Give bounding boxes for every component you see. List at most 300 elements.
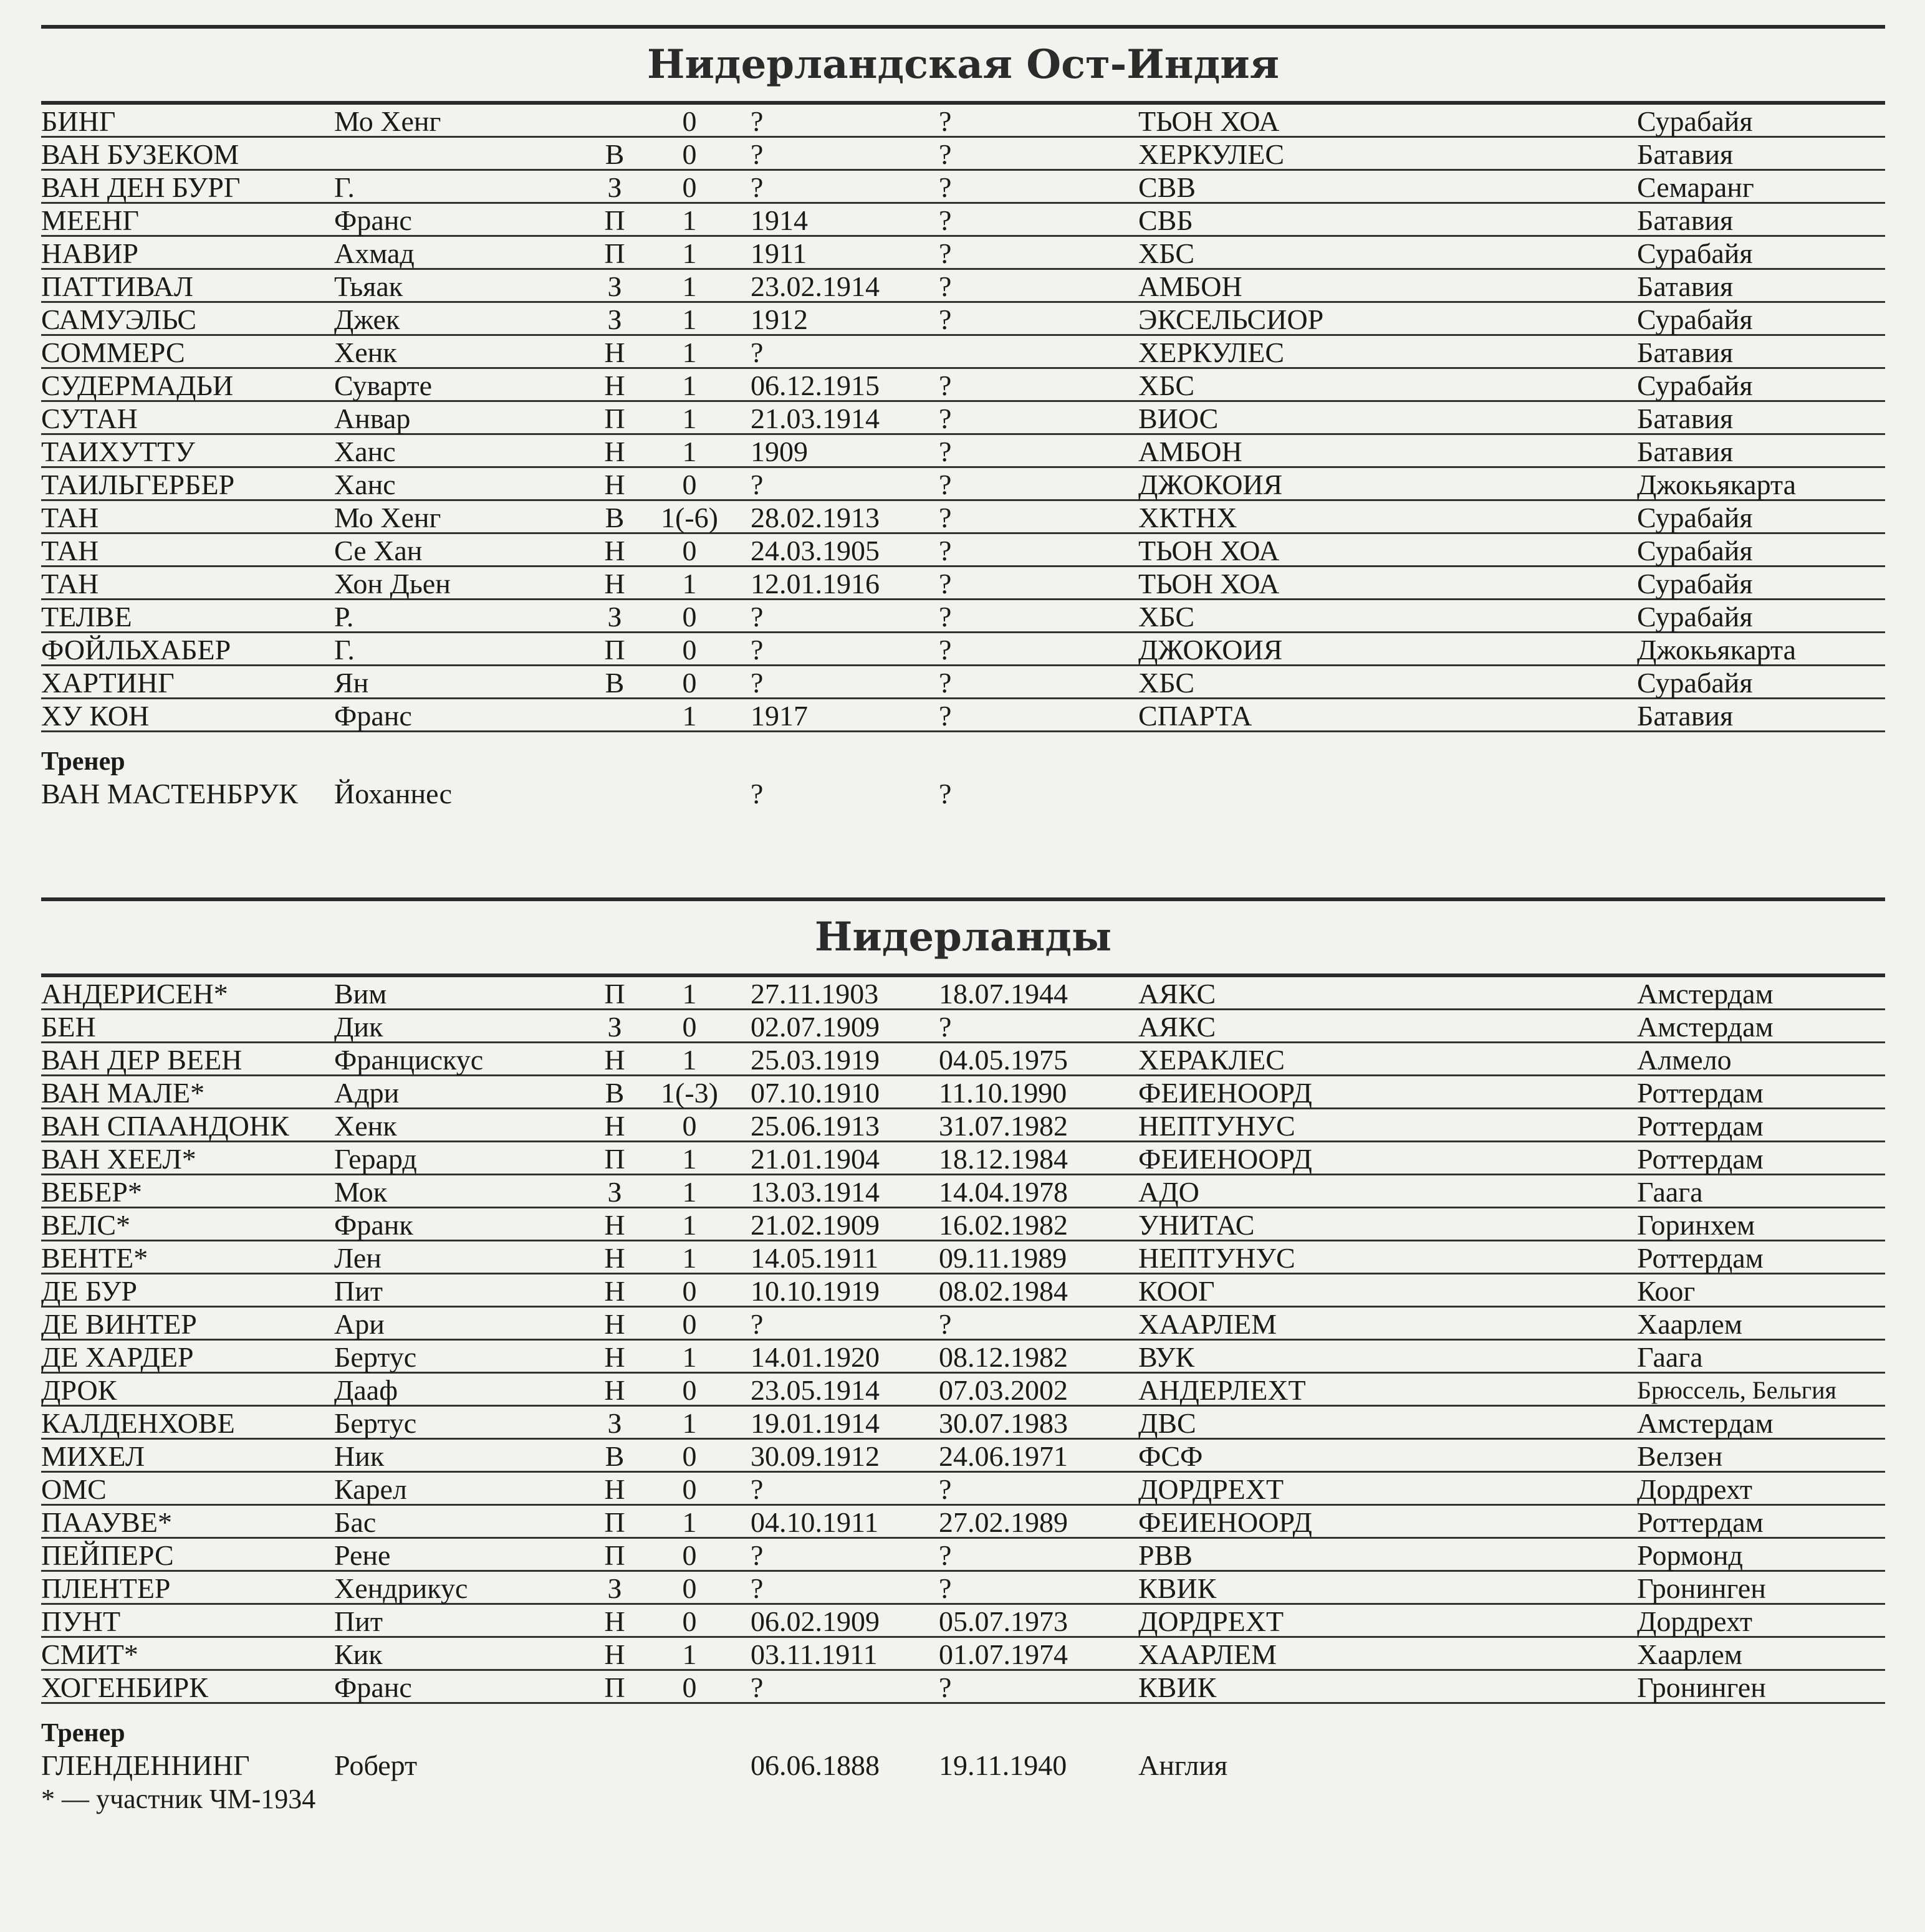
- player-city: Батавия: [1637, 436, 1734, 467]
- player-club: ВИОС: [1138, 403, 1219, 434]
- player-born: ?: [751, 667, 764, 699]
- player-club: ТЬОН ХОА: [1138, 535, 1280, 567]
- player-born: ?: [751, 1572, 764, 1604]
- table-row: [41, 600, 1885, 633]
- table-row: [41, 1175, 1885, 1208]
- player-caps: 1: [682, 1209, 697, 1241]
- player-caps: 0: [682, 1473, 697, 1505]
- player-city: Семаранг: [1637, 171, 1754, 203]
- player-surname: ХАРТИНГ: [41, 667, 175, 699]
- player-died: 09.11.1989: [939, 1242, 1067, 1274]
- player-caps: 1: [682, 370, 697, 401]
- player-position: П: [604, 204, 625, 236]
- player-born: 23.02.1914: [751, 270, 880, 302]
- player-died: 18.12.1984: [939, 1143, 1068, 1175]
- player-position: Н: [604, 535, 625, 567]
- coach-row: [41, 777, 1885, 811]
- table-row: [41, 1605, 1885, 1638]
- player-city: Амстердам: [1637, 1407, 1774, 1439]
- table-row: [41, 567, 1885, 600]
- player-name: Франс: [334, 700, 412, 732]
- player-caps: 1: [682, 700, 697, 732]
- player-born: 27.11.1903: [751, 978, 879, 1010]
- player-club: КВИК: [1138, 1671, 1217, 1703]
- player-died: 30.07.1983: [939, 1407, 1068, 1439]
- player-city: Рормонд: [1637, 1539, 1743, 1571]
- player-died: ?: [939, 1539, 952, 1571]
- player-name: Ари: [334, 1308, 385, 1340]
- player-surname: МИХЕЛ: [41, 1440, 145, 1472]
- player-name: Бас: [334, 1506, 377, 1538]
- player-position: П: [604, 1539, 625, 1571]
- player-surname: ДЕ БУР: [41, 1275, 137, 1307]
- player-died: ?: [939, 304, 952, 335]
- player-died: ?: [939, 502, 952, 533]
- player-club: АМБОН: [1138, 436, 1242, 467]
- player-caps: 1: [682, 237, 697, 269]
- player-name: Хон Дьен: [334, 568, 451, 600]
- player-caps: 1: [682, 436, 697, 467]
- player-caps: 0: [682, 1440, 697, 1472]
- player-club: ДОРДРЕХТ: [1138, 1473, 1284, 1505]
- player-city: Батавия: [1637, 337, 1734, 368]
- player-born: 06.12.1915: [751, 370, 880, 401]
- player-died: ?: [939, 1572, 952, 1604]
- player-born: ?: [751, 634, 764, 666]
- footnote: * — участник ЧМ-1934: [41, 1784, 316, 1814]
- player-position: Н: [604, 370, 625, 401]
- player-city: Батавия: [1637, 204, 1734, 236]
- player-surname: БИНГ: [41, 105, 116, 137]
- player-city: Велзен: [1637, 1440, 1723, 1472]
- player-caps: 0: [682, 105, 697, 137]
- player-surname: ВАН ХЕЕЛ*: [41, 1143, 196, 1175]
- player-born: 14.01.1920: [751, 1341, 880, 1373]
- player-club: ДЖОКОИЯ: [1138, 469, 1283, 500]
- player-surname: ТАИХУТТУ: [41, 436, 195, 467]
- player-born: 1909: [751, 436, 808, 467]
- table-row: [41, 468, 1885, 501]
- player-name: Г.: [334, 171, 355, 203]
- player-position: З: [607, 171, 622, 203]
- player-position: З: [607, 1407, 622, 1439]
- player-club: ВУК: [1138, 1341, 1195, 1373]
- player-born: ?: [751, 105, 764, 137]
- player-died: 27.02.1989: [939, 1506, 1068, 1538]
- player-name: Дааф: [334, 1374, 398, 1406]
- player-surname: СМИТ*: [41, 1638, 138, 1670]
- player-club: ХЕРКУЛЕС: [1138, 138, 1285, 170]
- player-caps: 0: [682, 138, 697, 170]
- player-born: 06.02.1909: [751, 1605, 880, 1637]
- table-row: [41, 303, 1885, 336]
- player-club: ТЬОН ХОА: [1138, 568, 1280, 600]
- player-caps: 0: [682, 1539, 697, 1571]
- table-row: [41, 666, 1885, 699]
- player-club: ТЬОН ХОА: [1138, 105, 1280, 137]
- player-club: ХКТНХ: [1138, 502, 1237, 533]
- player-position: З: [607, 601, 622, 633]
- player-surname: ВАН МАЛЕ*: [41, 1077, 205, 1109]
- player-surname: ТАН: [41, 568, 99, 600]
- player-city: Алмело: [1637, 1044, 1732, 1076]
- player-position: Н: [604, 1638, 625, 1670]
- player-died: ?: [939, 568, 952, 600]
- player-club: ФЕИЕНООРД: [1138, 1506, 1312, 1538]
- player-city: Гаага: [1637, 1341, 1703, 1373]
- player-name: Францискус: [334, 1044, 484, 1076]
- player-died: ?: [939, 1011, 952, 1043]
- player-position: В: [605, 138, 625, 170]
- player-club: ДОРДРЕХТ: [1138, 1605, 1284, 1637]
- player-position: П: [604, 403, 625, 434]
- player-died: 16.02.1982: [939, 1209, 1068, 1241]
- player-name: Суварте: [334, 370, 432, 401]
- player-born: 1914: [751, 204, 808, 236]
- player-died: 08.02.1984: [939, 1275, 1068, 1307]
- player-caps: 0: [682, 601, 697, 633]
- player-club: ФЕИЕНООРД: [1138, 1077, 1312, 1109]
- player-surname: АНДЕРИСЕН*: [41, 978, 228, 1010]
- table-row: [41, 138, 1885, 171]
- player-club: КООГ: [1138, 1275, 1215, 1307]
- player-city: Роттердам: [1637, 1242, 1764, 1274]
- player-position: З: [607, 1011, 622, 1043]
- player-surname: КАЛДЕНХОВЕ: [41, 1407, 235, 1439]
- player-name: Ник: [334, 1440, 385, 1472]
- player-name: Хенк: [334, 337, 397, 368]
- player-club: ФСФ: [1138, 1440, 1203, 1472]
- player-died: ?: [939, 370, 952, 401]
- player-surname: ВЕЛС*: [41, 1209, 131, 1241]
- player-born: ?: [751, 337, 764, 368]
- player-club: ДВС: [1138, 1407, 1196, 1439]
- player-surname: ХУ КОН: [41, 700, 150, 732]
- coach-born: 06.06.1888: [751, 1749, 880, 1781]
- player-city: Горинхем: [1637, 1209, 1755, 1241]
- player-club: ХБС: [1138, 601, 1195, 633]
- section-title: Нидерландская Ост-Индия: [646, 41, 1280, 88]
- player-position: Н: [604, 1242, 625, 1274]
- player-surname: ХОГЕНБИРК: [41, 1671, 208, 1703]
- player-born: 12.01.1916: [751, 568, 880, 600]
- player-caps: 0: [682, 1110, 697, 1142]
- player-caps: 1: [682, 1242, 697, 1274]
- player-club: АДО: [1138, 1176, 1199, 1208]
- player-born: 21.03.1914: [751, 403, 880, 434]
- player-caps: 1: [682, 1143, 697, 1175]
- player-caps: 0: [682, 1671, 697, 1703]
- player-position: Н: [604, 1308, 625, 1340]
- player-caps: 1: [682, 978, 697, 1010]
- player-surname: ВАН БУЗЕКОМ: [41, 138, 239, 170]
- player-born: 30.09.1912: [751, 1440, 880, 1472]
- table-row: [41, 171, 1885, 204]
- player-caps: 0: [682, 634, 697, 666]
- player-surname: ПААУВЕ*: [41, 1506, 172, 1538]
- player-born: 28.02.1913: [751, 502, 880, 533]
- player-caps: 1: [682, 1176, 697, 1208]
- player-born: ?: [751, 1308, 764, 1340]
- player-born: 23.05.1914: [751, 1374, 880, 1406]
- player-born: ?: [751, 171, 764, 203]
- player-caps: 0: [682, 1275, 697, 1307]
- player-city: Сурабайя: [1637, 237, 1753, 269]
- player-position: З: [607, 1176, 622, 1208]
- player-city: Батавия: [1637, 700, 1734, 732]
- player-position: Н: [604, 469, 625, 500]
- player-name: Бертус: [334, 1341, 417, 1373]
- table-row: [41, 1308, 1885, 1341]
- section-netherlands: [41, 897, 1885, 1816]
- player-surname: МЕЕНГ: [41, 204, 139, 236]
- player-born: ?: [751, 1671, 764, 1703]
- table-row: [41, 1010, 1885, 1043]
- player-surname: СОММЕРС: [41, 337, 185, 368]
- top-rule: [41, 25, 1885, 29]
- player-city: Джокьякарта: [1637, 634, 1797, 666]
- table-row: [41, 336, 1885, 369]
- player-club: ХБС: [1138, 237, 1195, 269]
- player-name: Пит: [334, 1605, 383, 1637]
- player-city: Сурабайя: [1637, 105, 1753, 137]
- player-table: [41, 977, 1885, 1704]
- player-died: ?: [939, 237, 952, 269]
- player-position: Н: [604, 568, 625, 600]
- player-surname: САМУЭЛЬС: [41, 304, 197, 335]
- table-row: [41, 1142, 1885, 1175]
- player-caps: 1: [682, 403, 697, 434]
- table-row: [41, 105, 1885, 138]
- player-born: 19.01.1914: [751, 1407, 880, 1439]
- player-city: Амстердам: [1637, 1011, 1774, 1043]
- player-club: АМБОН: [1138, 270, 1242, 302]
- player-club: ХБС: [1138, 370, 1195, 401]
- player-name: Франк: [334, 1209, 413, 1241]
- player-born: ?: [751, 1539, 764, 1571]
- player-caps: 1(-3): [661, 1077, 718, 1109]
- player-name: Пит: [334, 1275, 383, 1307]
- player-died: ?: [939, 634, 952, 666]
- player-club: ЭКСЕЛЬСИОР: [1138, 304, 1324, 335]
- player-born: 24.03.1905: [751, 535, 880, 567]
- player-surname: ДРОК: [41, 1374, 117, 1406]
- top-rule: [41, 897, 1885, 901]
- table-row: [41, 1407, 1885, 1440]
- player-city: Сурабайя: [1637, 667, 1753, 699]
- table-row: [41, 1241, 1885, 1274]
- table-row: [41, 204, 1885, 237]
- player-born: 25.03.1919: [751, 1044, 880, 1076]
- player-position: П: [604, 237, 625, 269]
- player-city: Сурабайя: [1637, 502, 1753, 533]
- player-city: Коог: [1637, 1275, 1696, 1307]
- player-position: Н: [604, 1209, 625, 1241]
- player-born: 1912: [751, 304, 808, 335]
- player-born: ?: [751, 1473, 764, 1505]
- player-born: 10.10.1919: [751, 1275, 880, 1307]
- player-club: СВБ: [1138, 204, 1193, 236]
- player-died: 18.07.1944: [939, 978, 1068, 1010]
- player-position: В: [605, 667, 625, 699]
- player-club: ХААРЛЕМ: [1138, 1308, 1277, 1340]
- player-city: Гаага: [1637, 1176, 1703, 1208]
- player-club: СПАРТА: [1138, 700, 1252, 732]
- table-row: [41, 1671, 1885, 1704]
- player-caps: 1: [682, 304, 697, 335]
- player-died: 11.10.1990: [939, 1077, 1067, 1109]
- player-died: 14.04.1978: [939, 1176, 1068, 1208]
- player-died: ?: [939, 403, 952, 434]
- player-position: Н: [604, 1044, 625, 1076]
- player-city: Гронинген: [1637, 1572, 1766, 1604]
- player-city: Батавия: [1637, 403, 1734, 434]
- player-surname: ТАН: [41, 535, 99, 567]
- player-city: Джокьякарта: [1637, 469, 1797, 500]
- player-city: Дордрехт: [1637, 1473, 1752, 1505]
- coach-died: 19.11.1940: [939, 1749, 1067, 1781]
- player-born: ?: [751, 601, 764, 633]
- player-died: 24.06.1971: [939, 1440, 1068, 1472]
- player-city: Роттердам: [1637, 1077, 1764, 1109]
- player-surname: ПЛЕНТЕР: [41, 1572, 171, 1604]
- player-born: 04.10.1911: [751, 1506, 879, 1538]
- player-died: ?: [939, 138, 952, 170]
- player-position: Н: [604, 1473, 625, 1505]
- player-club: РВВ: [1138, 1539, 1193, 1571]
- player-name: Р.: [334, 601, 354, 633]
- table-row: [41, 1440, 1885, 1473]
- player-club: НЕПТУНУС: [1138, 1110, 1295, 1142]
- player-position: Н: [604, 1341, 625, 1373]
- player-born: 21.02.1909: [751, 1209, 880, 1241]
- player-table: [41, 105, 1885, 732]
- table-row: [41, 270, 1885, 303]
- player-died: ?: [939, 436, 952, 467]
- player-club: АНДЕРЛЕХТ: [1138, 1374, 1306, 1406]
- table-row: [41, 1109, 1885, 1142]
- player-name: Кик: [334, 1638, 383, 1670]
- coach-label: Тренер: [41, 1719, 125, 1748]
- table-row: [41, 1208, 1885, 1241]
- player-name: Тьяак: [334, 270, 403, 302]
- table-row: [41, 1572, 1885, 1605]
- table-row: [41, 633, 1885, 666]
- table-row: [41, 977, 1885, 1010]
- player-caps: 1: [682, 1638, 697, 1670]
- player-club: АЯКС: [1138, 978, 1216, 1010]
- table-row: [41, 369, 1885, 402]
- player-caps: 0: [682, 667, 697, 699]
- player-born: 25.06.1913: [751, 1110, 880, 1142]
- player-born: 03.11.1911: [751, 1638, 878, 1670]
- player-name: Франс: [334, 1671, 412, 1703]
- player-city: Дордрехт: [1637, 1605, 1752, 1637]
- player-position: Н: [604, 1374, 625, 1406]
- player-caps: 1: [682, 270, 697, 302]
- player-position: Н: [604, 1605, 625, 1637]
- player-died: ?: [939, 700, 952, 732]
- player-died: ?: [939, 105, 952, 137]
- player-surname: ВАН СПААНДОНК: [41, 1110, 289, 1142]
- player-caps: 1(-6): [661, 502, 718, 533]
- player-died: ?: [939, 1308, 952, 1340]
- coach-name: Йоханнес: [334, 778, 453, 810]
- player-name: Бертус: [334, 1407, 417, 1439]
- coach-died: ?: [939, 778, 952, 810]
- player-caps: 1: [682, 1044, 697, 1076]
- player-club: ХЕРАКЛЕС: [1138, 1044, 1285, 1076]
- player-born: 1917: [751, 700, 808, 732]
- player-died: 08.12.1982: [939, 1341, 1068, 1373]
- player-caps: 1: [682, 204, 697, 236]
- player-name: Се Хан: [334, 535, 423, 567]
- player-position: П: [604, 1143, 625, 1175]
- table-row: [41, 1473, 1885, 1506]
- table-row: [41, 534, 1885, 567]
- player-name: Мо Хенг: [334, 502, 441, 533]
- player-surname: ОМС: [41, 1473, 107, 1505]
- player-club: ХЕРКУЛЕС: [1138, 337, 1285, 368]
- player-club: АЯКС: [1138, 1011, 1216, 1043]
- player-city: Сурабайя: [1637, 601, 1753, 633]
- player-city: Сурабайя: [1637, 370, 1753, 401]
- player-club: НЕПТУНУС: [1138, 1242, 1295, 1274]
- player-name: Хендрикус: [334, 1572, 468, 1604]
- player-born: ?: [751, 469, 764, 500]
- player-name: Дик: [334, 1011, 383, 1043]
- table-row: [41, 1638, 1885, 1671]
- player-city: Сурабайя: [1637, 304, 1753, 335]
- player-city: Гронинген: [1637, 1671, 1766, 1703]
- coach-label: Тренер: [41, 747, 125, 776]
- player-name: Лен: [334, 1242, 382, 1274]
- player-position: З: [607, 270, 622, 302]
- player-caps: 0: [682, 1605, 697, 1637]
- coach-born: ?: [751, 778, 764, 810]
- table-row: [41, 435, 1885, 468]
- table-row: [41, 1043, 1885, 1076]
- player-surname: ПАТТИВАЛ: [41, 270, 194, 302]
- player-died: ?: [939, 1473, 952, 1505]
- player-surname: ТАИЛЬГЕРБЕР: [41, 469, 235, 500]
- player-city: Роттердам: [1637, 1506, 1764, 1538]
- coach-club: Англия: [1138, 1749, 1228, 1781]
- table-row: [41, 237, 1885, 270]
- player-position: П: [604, 978, 625, 1010]
- table-row: [41, 501, 1885, 534]
- player-surname: ФОЙЛЬХАБЕР: [41, 634, 231, 666]
- player-caps: 0: [682, 1374, 697, 1406]
- player-club: ХААРЛЕМ: [1138, 1638, 1277, 1670]
- player-died: 04.05.1975: [939, 1044, 1068, 1076]
- player-surname: ДЕ ВИНТЕР: [41, 1308, 197, 1340]
- player-name: Анвар: [334, 403, 411, 434]
- player-name: Г.: [334, 634, 355, 666]
- player-city: Сурабайя: [1637, 535, 1753, 567]
- player-club: СВВ: [1138, 171, 1196, 203]
- player-died: ?: [939, 171, 952, 203]
- player-surname: ТЕЛВЕ: [41, 601, 132, 633]
- player-club: ФЕИЕНООРД: [1138, 1143, 1312, 1175]
- player-surname: ДЕ ХАРДЕР: [41, 1341, 194, 1373]
- player-position: З: [607, 1572, 622, 1604]
- table-row: [41, 1539, 1885, 1572]
- player-city: Хаарлем: [1637, 1638, 1742, 1670]
- player-name: Ян: [334, 667, 369, 699]
- player-city: Хаарлем: [1637, 1308, 1742, 1340]
- player-born: 21.01.1904: [751, 1143, 880, 1175]
